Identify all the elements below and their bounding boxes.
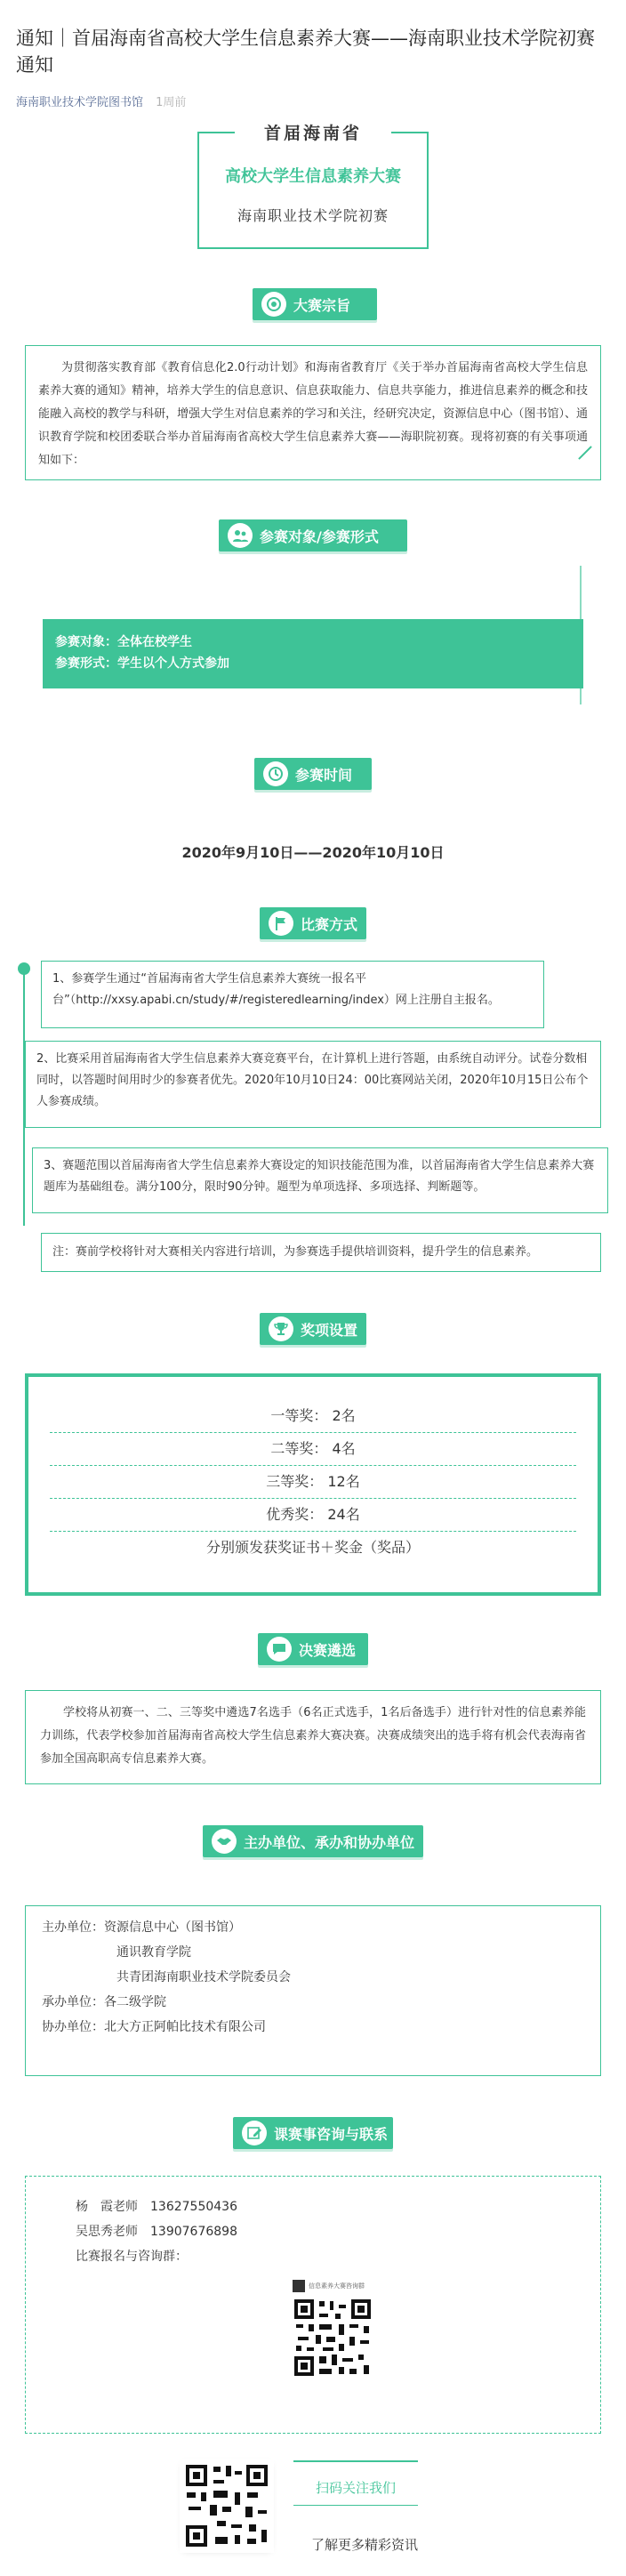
banner-line-3: 海南职业技术学院初赛	[237, 207, 389, 224]
method-step-2: 2、比赛采用首届海南省大学生信息素养大赛竞赛平台，在计算机上进行答题，由系统自动评分。试卷分数相同时，以答题时间用时少的参赛者优先。2020年10月10日24：00比赛网站关闭，2020年10月15日公布个人参赛成绩。	[25, 1041, 601, 1128]
group-qr-card	[293, 2280, 378, 2390]
edit-icon	[242, 2121, 267, 2145]
section-final-label: 决赛遴选	[299, 1641, 357, 1659]
footer-scan-text: 扫码关注我们	[315, 2480, 396, 2496]
banner	[197, 124, 429, 249]
target-icon	[261, 292, 286, 317]
contact-teacher-1: 杨 霞老师 13627550436	[76, 2200, 237, 2214]
article-title: 通知｜首届海南省高校大学生信息素养大赛——海南职业技术学院初赛通知	[16, 28, 595, 76]
footer-divider-top	[293, 2460, 418, 2462]
footer-qr-code[interactable]	[183, 2462, 270, 2549]
method-step-3: 3、赛题范围以首届海南省大学生信息素养大赛设定的知识技能范围为准，以首届海南省大学生信息素养大赛题库为基础组卷。满分100分，限时90分钟。题型为单项选择、多项选择、判断题等。	[32, 1147, 608, 1213]
contact-box	[25, 2176, 601, 2434]
footer-qr-code-icon	[183, 2462, 270, 2549]
section-awards-label: 奖项设置	[301, 1321, 358, 1339]
footer-more-text: 了解更多精彩资讯	[310, 2537, 418, 2553]
organizer-assist: 协办单位：北大方正阿帕比技术有限公司	[42, 2020, 266, 2034]
award-third: 三等奖： 12名	[50, 1466, 576, 1499]
section-participants-header	[219, 519, 407, 551]
article-meta	[16, 93, 186, 109]
organizers-box	[25, 1905, 601, 2076]
section-purpose-box	[25, 345, 601, 480]
section-organizers-label: 主办单位、承办和协办单位	[244, 1833, 415, 1851]
section-purpose-label: 大赛宗旨	[293, 296, 351, 314]
qr-code-icon[interactable]	[293, 2298, 373, 2378]
section-method-header	[260, 907, 366, 939]
section-contact-header	[233, 2117, 393, 2149]
article-source-link[interactable]: 海南职业技术学院图书馆	[16, 96, 144, 109]
flag-icon	[269, 911, 293, 936]
organizer-host-2: 通识教育学院	[116, 1945, 191, 1960]
clock-icon	[263, 761, 288, 786]
final-box	[25, 1690, 601, 1784]
award-first: 一等奖： 2名	[50, 1400, 576, 1433]
section-final-header	[258, 1633, 368, 1665]
section-awards-header	[260, 1313, 366, 1345]
competition-dates: 2020年9月10日——2020年10月10日	[181, 844, 445, 861]
chat-icon	[267, 1637, 292, 1662]
section-time-header	[254, 758, 372, 790]
group-qr-caption: 信息素养大赛咨询群	[309, 2282, 365, 2290]
group-avatar	[293, 2280, 305, 2292]
users-icon	[228, 523, 253, 548]
article-time: 1周前	[156, 96, 187, 109]
method-step-1: 1、参赛学生通过“首届海南省大学生信息素养大赛统一报名平台”（http://xxsy.apabi.cn/study/#/registeredlearning/index）网上注册自主报名。	[41, 961, 544, 1028]
organizer-host-3: 共青团海南职业技术学院委员会	[116, 1970, 291, 1984]
participants-box	[43, 619, 583, 688]
banner-line-1: 首届海南省	[235, 122, 391, 145]
section-purpose-header	[253, 288, 377, 320]
section-method-label: 比赛方式	[301, 915, 358, 933]
participants-form: 参赛形式：学生以个人方式参加	[55, 656, 229, 671]
final-text: 学校将从初赛一、二、三等奖中遴选7名选手（6名正式选手，1名后备选手）进行针对性的信息素养能力训练，代表学校参加首届海南省高校大学生信息素养大赛决赛。决赛成绩突出的选手将有机会代表海南省参加全国高职高专信息素养大赛。	[40, 1706, 586, 1766]
organizer-undertake: 承办单位：各二级学院	[42, 1995, 166, 2009]
timeline-dot	[18, 962, 30, 975]
awards-box	[25, 1373, 601, 1596]
award-second: 二等奖： 4名	[50, 1433, 576, 1466]
award-note: 分别颁发获奖证书＋奖金（奖品）	[205, 1539, 420, 1556]
handshake-icon	[212, 1829, 237, 1854]
section-organizers-header	[203, 1825, 423, 1857]
award-excellent: 优秀奖： 24名	[50, 1499, 576, 1532]
method-note: 注：赛前学校将针对大赛相关内容进行培训，为参赛选手提供培训资料，提升学生的信息素养。	[41, 1233, 601, 1272]
footer-divider-bottom	[293, 2505, 418, 2506]
participants-target: 参赛对象：全体在校学生	[55, 635, 192, 649]
trophy-icon	[269, 1316, 293, 1341]
contact-group: 比赛报名与咨询群：	[76, 2250, 188, 2264]
section-contact-label: 课赛事咨询与联系	[274, 2125, 389, 2143]
purpose-text: 为贯彻落实教育部《教育信息化2.0行动计划》和海南省教育厅《关于举办首届海南省高校大学生信息素养大赛的通知》精神，培养大学生的信息意识、信息获取能力、信息共享能力，推进信息素养的概念和技能融入高校的教学与科研，增强大学生对信息素养的学习和关注，经研究决定，资源信息中心（图书馆）、通识教育学院和校团委联合举办首届海南省高校大学生信息素养大赛——海职院初赛。现将初赛的有关事项通知如下：	[38, 361, 588, 467]
organizer-host: 主办单位：资源信息中心（图书馆）	[42, 1920, 241, 1935]
contact-teacher-2: 吴思秀老师 13907676898	[76, 2225, 237, 2239]
section-participants-label: 参赛对象/参赛形式	[260, 527, 379, 545]
section-time-label: 参赛时间	[295, 766, 353, 784]
participants-deco-line	[580, 566, 582, 704]
banner-line-2: 高校大学生信息素养大赛	[225, 167, 401, 186]
